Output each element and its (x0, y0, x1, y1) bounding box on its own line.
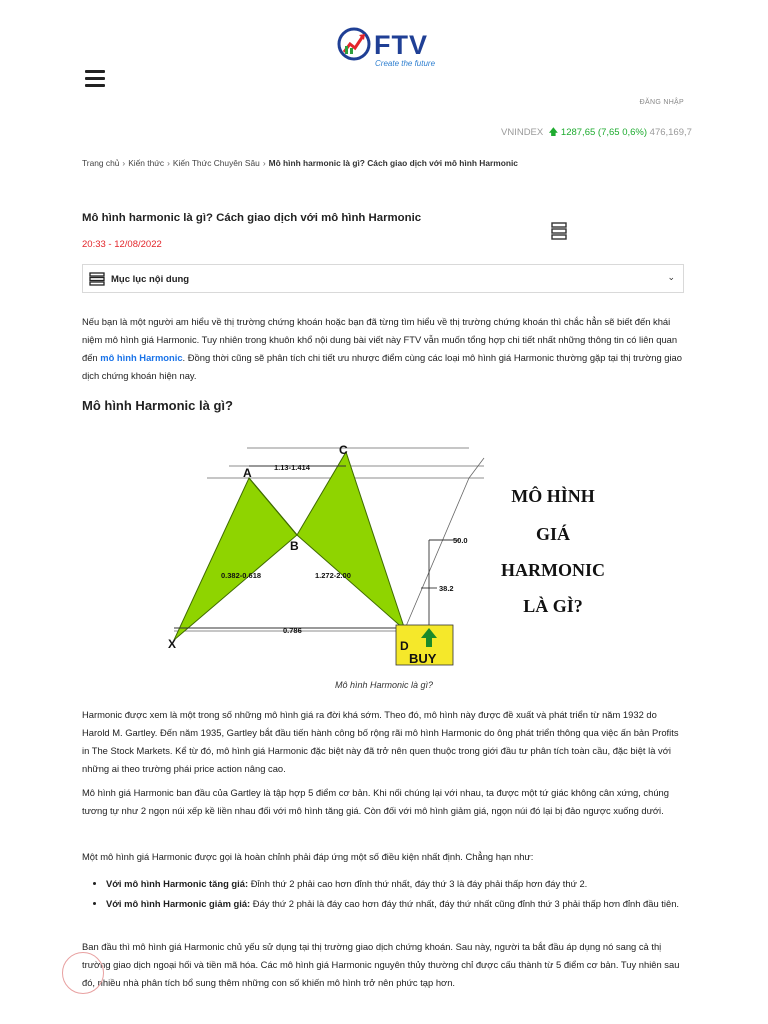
list-icon (89, 272, 105, 291)
side-title-line-1: MÔ HÌNH (511, 486, 595, 506)
paragraph-evolution: Ban đầu thì mô hình giá Harmonic chủ yếu sử dụng tại thị trường giao dịch chứng khoán. Sau này, người ta bắt đầu áp dụng nó sang cả thị trường giao dịch ngoại hối và tiền mã hóa. Các mô hình giá Harmonic nguyên thủy thường chỉ được cấu thành từ 5 điểm cơ bản. Tuy nhiên sau đó, nhiều nhà phân tích bổ sung thêm những con số khiến mô hình trở nên phức tạp hơn. (82, 941, 680, 988)
intro-paragraph: Nếu bạn là một người am hiểu về thị trường chứng khoán hoặc bạn đã từng tìm hiểu về thị trường chứng khoán thì chắc hẳn sẽ biết đến khái niệm mô hình giá Harmonic. Tuy nhiên trong khuôn khổ nội dung bài viết này FTV vẫn muốn tổng hợp chi tiết nhất những thông tin có liên quan đến mô hình Harmonic. Đồng thời cũng sẽ phân tích chi tiết ưu nhược điểm cùng các loại mô hình giá Harmonic thường gặp tại thị trường giao dịch chứng khoán hiện nay. (82, 316, 682, 381)
breadcrumb-knowledge[interactable]: Kiến thức (128, 158, 165, 168)
ftv-logo[interactable] (336, 26, 436, 70)
ratio-ac-label: 1.13-1.414 (274, 463, 310, 472)
paragraph-structure: Mô hình giá Harmonic ban đầu của Gartley là tập hợp 5 điểm cơ bản. Khi nối chúng lại với nhau, ta được một tứ giác không cân xứng, chúng tương tự như 2 ngọn núi xếp kề liền nhau đối với mô hình tăng giá. Còn đối với mô hình giảm giá, ngọn núi đó lại bị đảo ngược xuống dưới. (82, 787, 669, 816)
ticker-volume: 476,169,7 (649, 127, 692, 138)
chevron-right-icon: › (122, 158, 126, 168)
conditions-list (82, 875, 686, 915)
side-title-line-3: HARMONIC (501, 560, 605, 580)
side-title-line-4: LÀ GÌ? (523, 596, 583, 616)
logo-globe-icon (336, 26, 372, 62)
figure-caption: Mô hình Harmonic là gì? (334, 680, 434, 690)
level-50-label: 50.0 (453, 536, 468, 545)
breadcrumb-current: Mô hình harmonic là gì? Cách giao dịch với mô hình Harmonic (268, 158, 518, 168)
page-title: Mô hình harmonic là gì? Cách giao dịch với mô hình Harmonic (82, 212, 422, 224)
list-item: • Với mô hình Harmonic tăng giá: Đỉnh thứ 2 phải cao hơn đỉnh thứ nhất, đáy thứ 3 là đáy phải thấp hơn đáy thứ 2. (106, 875, 686, 893)
point-a-label: A (243, 466, 252, 480)
harmonic-pattern-image (139, 418, 629, 676)
menu-icon[interactable] (85, 70, 105, 88)
logo-text: FTV (374, 30, 428, 60)
breadcrumb (82, 158, 518, 168)
chevron-down-icon: ⌄ (667, 272, 675, 282)
point-c-label: C (339, 443, 348, 457)
harmonic-link[interactable]: mô hình Harmonic (100, 352, 183, 363)
chevron-right-icon: › (262, 158, 266, 168)
ticker-name: VNINDEX (501, 127, 544, 138)
table-of-contents-icon[interactable] (550, 221, 568, 241)
chevron-right-icon: › (167, 158, 170, 168)
paragraph-conditions: Một mô hình giá Harmonic được gọi là hoàn chỉnh phải đáp ứng một số điều kiện nhất định. Chẳng hạn như: (82, 851, 534, 862)
breadcrumb-advanced[interactable]: Kiến Thức Chuyên Sâu (172, 158, 260, 168)
publish-date: 20:33 - 12/08/2022 (82, 239, 162, 250)
point-d-label: D (400, 639, 409, 653)
ticker-change: 1287,65 (7,65 0,6%) (560, 127, 648, 138)
side-title-line-2: GIÁ (535, 524, 571, 544)
login-link[interactable]: ĐĂNG NHẬP (639, 99, 684, 106)
level-382-label: 38.2 (439, 584, 454, 593)
point-b-label: B (290, 539, 299, 553)
logo-tagline: Create the future (375, 59, 436, 68)
arrow-up-icon: 🡅 (545, 127, 559, 138)
market-ticker[interactable] (501, 125, 692, 141)
point-x-label: X (168, 637, 177, 651)
list-item: • Với mô hình Harmonic giảm giá: Đáy thứ 2 phải là đáy cao hơn đáy thứ nhất, đáy thứ nhất cũng đỉnh thứ 3 phải thấp hơn đỉnh đầu tiên. (106, 895, 686, 913)
section-heading: Mô hình Harmonic là gì? (82, 398, 233, 413)
ratio-bd-label: 1.272-2.00 (315, 571, 351, 580)
breadcrumb-home[interactable]: Trang chủ (82, 158, 120, 168)
toc-label: Mục lục nội dung (111, 274, 190, 285)
paragraph-history: Harmonic được xem là một trong số những mô hình giá ra đời khá sớm. Theo đó, mô hình này được đề xuất và phát triển từ năm 1932 do Harold M. Gartley. Đến năm 1935, Gartley bắt đầu tiến hành công bố rộng rãi mô hình Harmonic do ông phát triển thông qua việc ấn bản Profits in The Stock Markets. Kể từ đó, mô hình giá Harmonic đặc biệt này đã trở nên quen thuộc trong giới đầu tư phân tích toàn cầu, đặc biệt là với những ai theo trường phái price action nâng cao. (82, 709, 679, 774)
scroll-touch-indicator (62, 952, 104, 994)
buy-label: BUY (409, 651, 437, 666)
ratio-xd-label: 0.786 (283, 626, 302, 635)
ratio-xb-label: 0.382-0.618 (221, 571, 262, 580)
table-of-contents-toggle[interactable] (82, 264, 684, 293)
